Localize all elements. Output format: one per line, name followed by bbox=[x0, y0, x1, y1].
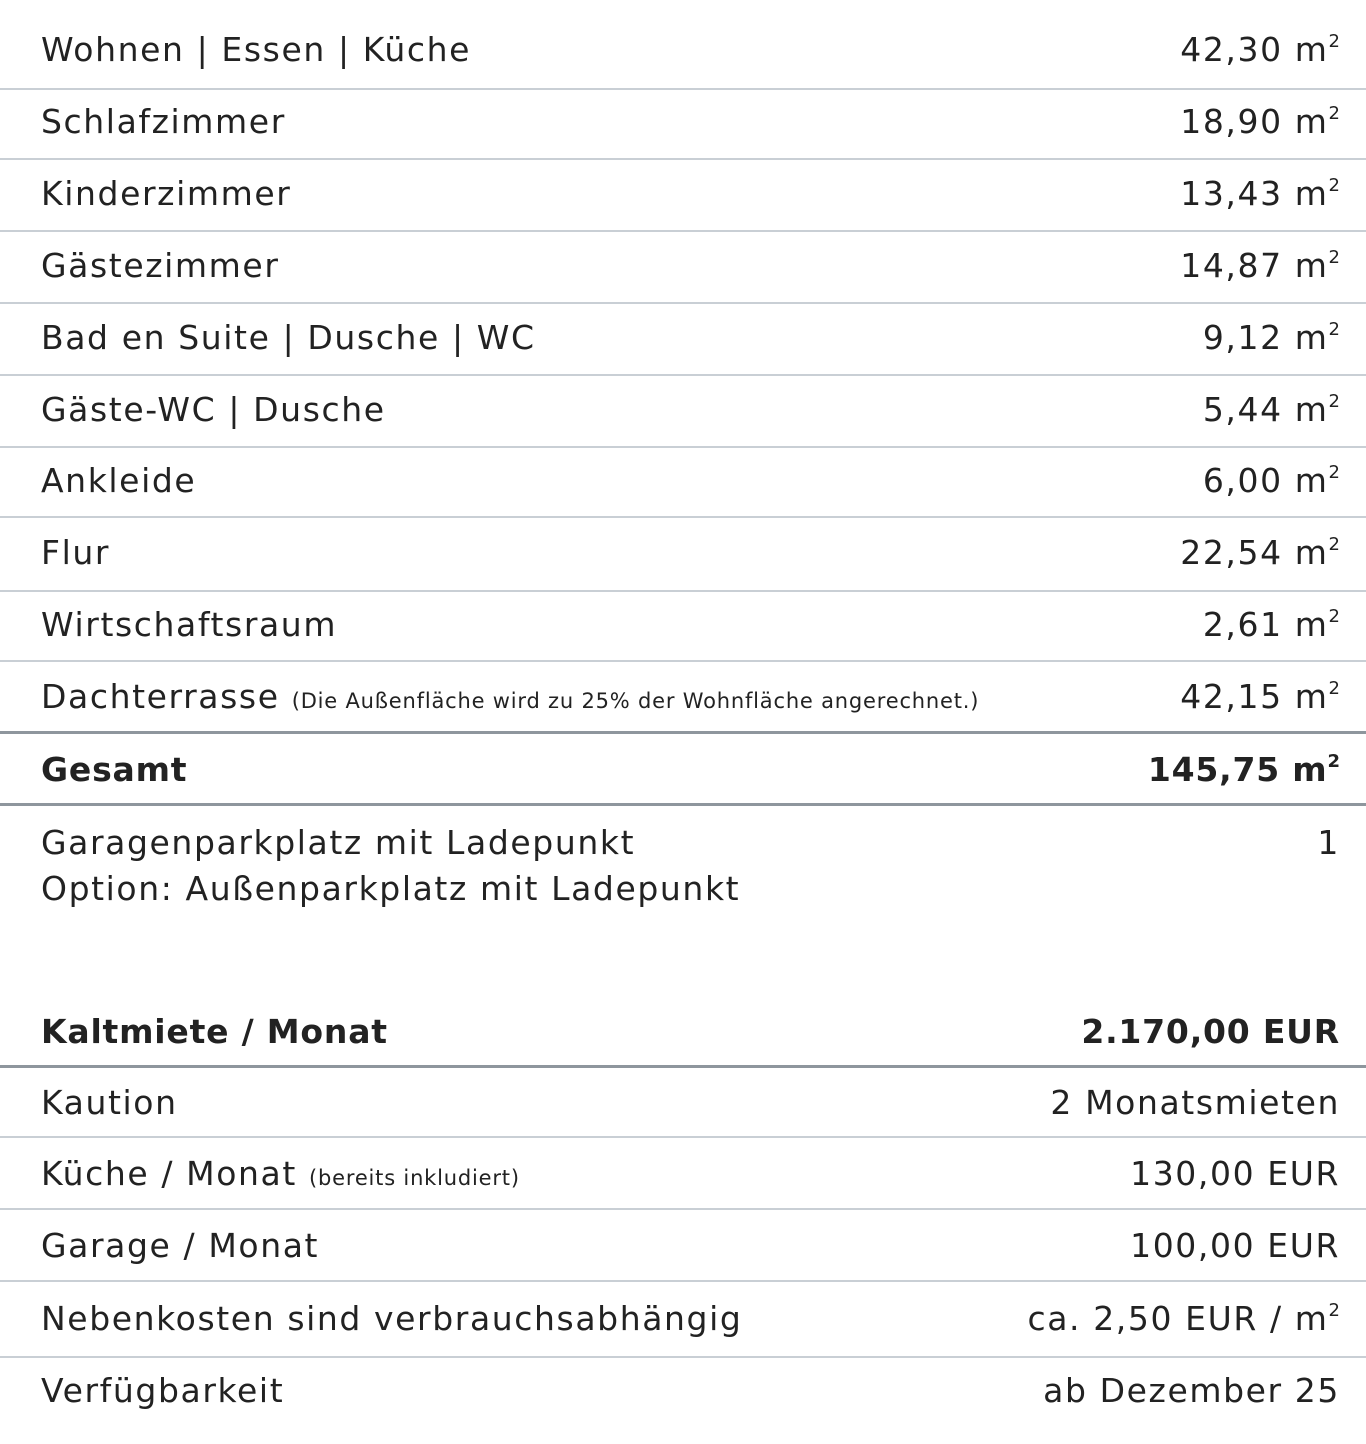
area-value: 22,54 $m^2$ bbox=[1180, 533, 1340, 572]
area-row-kids-room bbox=[0, 160, 1366, 232]
area-value: 14,87 $m^2$ bbox=[1180, 246, 1340, 285]
cost-label: Verfügbarkeit bbox=[41, 1371, 285, 1410]
area-value: 42,15 $m^2$ bbox=[1180, 677, 1340, 716]
parking-line-garage: Garagenparkplatz mit Ladepunkt bbox=[41, 823, 636, 862]
cost-value: ca. 2,50 EUR / $m^2$ bbox=[1027, 1299, 1340, 1338]
area-row-utility-room bbox=[0, 592, 1366, 662]
parking-row bbox=[0, 806, 1366, 926]
area-row-dressing-room bbox=[0, 448, 1366, 518]
area-value: 18,90 $m^2$ bbox=[1180, 102, 1340, 141]
cost-value: 2 Monatsmieten bbox=[1050, 1083, 1340, 1122]
area-label: Ankleide bbox=[41, 461, 197, 500]
cost-value: 130,00 EUR bbox=[1130, 1154, 1340, 1193]
rent-label: Kaltmiete / Monat bbox=[41, 1012, 388, 1051]
area-row-guest-room bbox=[0, 232, 1366, 304]
area-label: Gästezimmer bbox=[41, 246, 280, 285]
area-row-roof-terrace bbox=[0, 662, 1366, 734]
area-row-hallway bbox=[0, 518, 1366, 592]
area-value: 42,30 $m^2$ bbox=[1180, 30, 1340, 69]
area-value: 2,61 $m^2$ bbox=[1202, 605, 1340, 644]
total-value: 145,75 $m^2$ bbox=[1147, 750, 1340, 789]
area-row-bedroom bbox=[0, 90, 1366, 160]
area-label: Bad en Suite | Dusche | WC bbox=[41, 318, 536, 357]
area-label: Dachterrasse (Die Außenfläche wird zu 25% der Wohnfläche angerechnet.) bbox=[41, 677, 980, 716]
area-row-living bbox=[0, 0, 1366, 90]
rent-value: 2.170,00 EUR bbox=[1081, 1012, 1340, 1051]
parking-line-option: Option: Außenparkplatz mit Ladepunkt bbox=[41, 869, 741, 908]
area-label: Wirtschaftsraum bbox=[41, 605, 338, 644]
cost-label: Kaution bbox=[41, 1083, 178, 1122]
total-label: Gesamt bbox=[41, 750, 188, 789]
cost-label: Nebenkosten sind verbrauchsabhängig bbox=[41, 1299, 743, 1338]
parking-label bbox=[41, 820, 740, 912]
area-label: Wohnen | Essen | Küche bbox=[41, 30, 472, 69]
cost-label: Garage / Monat bbox=[41, 1226, 320, 1265]
cost-row-utilities bbox=[0, 1282, 1366, 1358]
area-value: 9,12 $m^2$ bbox=[1202, 318, 1340, 357]
area-label: Schlafzimmer bbox=[41, 102, 286, 141]
cost-value: ab Dezember 25 bbox=[1043, 1371, 1340, 1410]
area-value: 13,43 $m^2$ bbox=[1180, 174, 1340, 213]
area-label: Gäste-WC | Dusche bbox=[41, 390, 386, 429]
area-label: Kinderzimmer bbox=[41, 174, 292, 213]
area-label: Flur bbox=[41, 533, 111, 572]
area-note: (Die Außenfläche wird zu 25% der Wohnfläche angerechnet.) bbox=[291, 689, 980, 713]
area-value: 6,00 $m^2$ bbox=[1202, 461, 1340, 500]
total-row bbox=[0, 734, 1366, 806]
area-row-guest-wc bbox=[0, 376, 1366, 448]
parking-value: 1 bbox=[1317, 823, 1340, 862]
area-value: 5,44 $m^2$ bbox=[1202, 390, 1340, 429]
area-row-bathroom bbox=[0, 304, 1366, 376]
cost-note: (bereits inkludiert) bbox=[309, 1166, 520, 1190]
cost-row-availability bbox=[0, 1358, 1366, 1438]
cost-value: 100,00 EUR bbox=[1130, 1226, 1340, 1265]
cost-row-kitchen bbox=[0, 1138, 1366, 1210]
cost-row-deposit bbox=[0, 1068, 1366, 1138]
rent-row bbox=[0, 996, 1366, 1068]
cost-label: Küche / Monat (bereits inkludiert) bbox=[41, 1154, 520, 1193]
cost-row-garage bbox=[0, 1210, 1366, 1282]
